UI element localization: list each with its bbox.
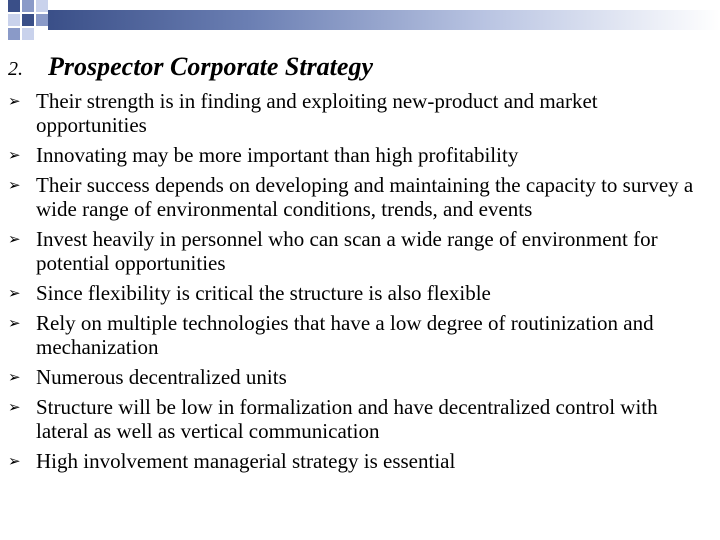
slide-title: Prospector Corporate Strategy [48,52,373,81]
arrowhead-bullet-icon: ➢ [8,230,21,248]
bullet-text: Their success depends on developing and maintaining the capacity to survey a wide range of environmental conditions, trends, and events [36,173,694,221]
header-decoration [0,0,720,48]
bullet-item [8,449,708,473]
decor-square [8,14,20,26]
bullet-item [8,89,708,137]
arrowhead-bullet-icon: ➢ [8,398,21,416]
bullet-text: Numerous decentralized units [36,365,287,389]
decor-square [8,0,20,12]
arrowhead-bullet-icon: ➢ [8,146,21,164]
bullet-text: Structure will be low in formalization and have decentralized control with lateral as well as vertical communication [36,395,658,443]
slide-title-row [8,52,373,86]
bullet-item [8,173,708,221]
decor-square [36,14,48,26]
decor-square [22,14,34,26]
bullet-text: Innovating may be more important than high profitability [36,143,519,167]
bullet-item [8,365,708,389]
arrowhead-bullet-icon: ➢ [8,452,21,470]
arrowhead-bullet-icon: ➢ [8,368,21,386]
bullet-item [8,281,708,305]
bullet-item [8,143,708,167]
decor-square [22,0,34,12]
bullet-item [8,227,708,275]
bullet-text: Since flexibility is critical the structure is also flexible [36,281,491,305]
arrowhead-bullet-icon: ➢ [8,176,21,194]
header-gradient-bar [48,10,720,30]
arrowhead-bullet-icon: ➢ [8,92,21,110]
arrowhead-bullet-icon: ➢ [8,284,21,302]
bullet-item [8,395,708,443]
decor-square [36,0,48,12]
bullet-item [8,311,708,359]
bullet-text: Rely on multiple technologies that have a low degree of routinization and mechanization [36,311,654,359]
bullet-text: High involvement managerial strategy is essential [36,449,456,473]
bullet-text: Invest heavily in personnel who can scan a wide range of environment for potential opportunities [36,227,658,275]
decor-square [8,28,20,40]
slide-number: 2. [8,58,23,80]
bullet-list [8,89,708,479]
arrowhead-bullet-icon: ➢ [8,314,21,332]
decor-square [22,28,34,40]
bullet-text: Their strength is in finding and exploiting new-product and market opportunities [36,89,598,137]
